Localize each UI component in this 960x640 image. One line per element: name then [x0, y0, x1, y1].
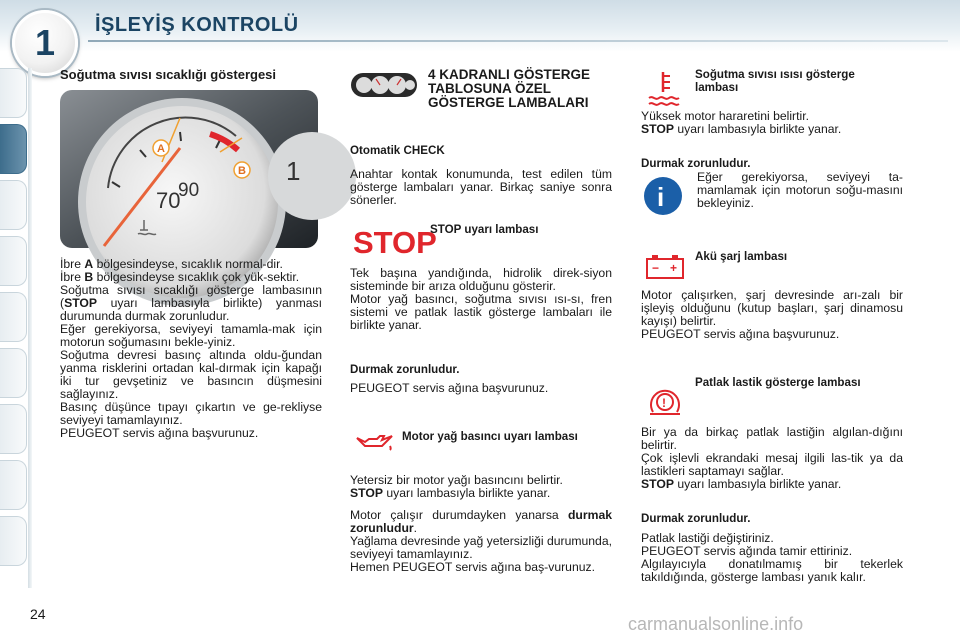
coolant-gauge-title: Soğutma sıvısı sıcaklığı göstergesi — [60, 67, 277, 82]
chapter-number-badge: 1 — [12, 10, 78, 76]
heading-divider — [88, 40, 948, 42]
chapter-tab-active[interactable] — [0, 124, 27, 174]
tyre-must-stop: Durmak zorunludur. — [641, 512, 751, 525]
stop-icon-text: STOP — [353, 225, 437, 260]
chapter-tab[interactable] — [0, 292, 27, 342]
stop-warning-icon — [352, 224, 437, 260]
tyre-body: Bir ya da birkaç patlak lastiğin algılan-dığını belirtir. Çok işlevli ekrandaki mesaj ilgili las-tik ya da lastikleri saptamayı sağlar. STOP uyarı lambasıyla birlikte yanar. — [641, 425, 903, 491]
gauge-label-b: B — [238, 165, 246, 177]
battery-plus: + — [670, 261, 678, 275]
chapter-tab[interactable] — [0, 236, 27, 286]
coolant-warning-title: Soğutma sıvısı ısısı gösterge lambası — [695, 68, 855, 94]
oil-pressure-body: Yetersiz bir motor yağı basıncını belirtir. STOP uyarı lambasıyla birlikte yanar. Motor çalışır durumdayken yanarsa durmak zorunludur. Yağlama devresinde yağ yetersizliği durumunda, seviyeyi tamamlayınız. Hemen PEUGEOT servis ağına baş-vurunuz. — [350, 473, 612, 574]
battery-title: Akü şarj lambası — [695, 250, 788, 263]
auto-check-title: Otomatik CHECK — [350, 144, 445, 157]
stop-service-text: PEUGEOT servis ağına başvurunuz. — [350, 381, 549, 395]
oil-pressure-title: Motor yağ basıncı uyarı lambası — [402, 430, 578, 443]
tyre-title: Patlak lastik gösterge lambası — [695, 376, 861, 389]
chapter-tab[interactable] — [0, 180, 27, 230]
coolant-must-stop: Durmak zorunludur. — [641, 157, 751, 170]
coolant-warning-body: Yüksek motor hararetini belirtir. STOP uyarı lambasıyla birlikte yanar. — [641, 109, 842, 136]
chapter-tab[interactable] — [0, 516, 27, 566]
battery-body: Motor çalışırken, şarj devresinde arı-zalı bir işleyiş olduğunu (kutup başları, şarj dinamosu kayışı) belirtir. PEUGEOT servis ağına başvurunuz. — [641, 288, 903, 341]
page-number: 24 — [30, 606, 46, 622]
auto-check-text: Anahtar kontak konumunda, test edilen tüm gösterge lambaları yanar. Birkaç saniye sonra sönerler. — [350, 167, 612, 207]
flat-tyre-icon — [645, 382, 685, 422]
info-icon-glyph: i — [657, 182, 665, 212]
oil-can-icon — [354, 430, 394, 454]
chapter-tab[interactable] — [0, 348, 27, 398]
stop-title: STOP uyarı lambası — [430, 223, 539, 236]
page-spine — [28, 68, 32, 588]
chapter-tab[interactable] — [0, 404, 27, 454]
gauge-tick-90: 90 — [178, 180, 200, 201]
tyre-body-2: Patlak lastiği değiştiriniz. PEUGEOT servis ağında tamir ettiriniz. Algılayıcıyla donatılmamış bir tekerlek takıldığında, gösterge lambası yanık kalır. — [641, 531, 903, 584]
info-icon — [643, 176, 683, 216]
stop-body: Tek başına yandığında, hidrolik direk-siyon sisteminde bir arıza olduğunu gösterir. Motor yağ basıncı, soğutma sıvısı ısı-sı, fren sistemi ve patlak lastik gösterge lambaları ile birlikte yanar. — [350, 266, 612, 332]
stop-must-stop: Durmak zorunludur. — [350, 363, 460, 376]
coolant-temperature-gauge-photo — [60, 90, 318, 248]
coolant-gauge-body: İbre A bölgesindeyse, sıcaklık normal-dir. İbre B bölgesindeyse sıcaklık çok yük-sektir. Soğutma sıvısı sıcaklığı gösterge lambasının (STOP uyarı lambasıyla birlikte) yanması durumunda durmak zorunludur. Eğer gerekiyorsa, seviyeyi tamamla-mak için motorun soğumasını bekle-yiniz. Soğutma devresi basınç altında oldu-ğundan yanma risklerini ortadan kal-dırmak için kapağı iki tur gevşetiniz ve basıncın düşmesini sağlayınız. Basınç düşünce tıpayı çıkartın ve ge-rekliyse seviyeyi tamamlayınız. PEUGEOT servis ağına başvurunuz. — [60, 257, 322, 440]
chapter-tab[interactable] — [0, 68, 27, 118]
info-note-text: Eğer gerekiyorsa, seviyeyi ta-mamlamak için motorun soğu-masını bekleyiniz. — [697, 170, 903, 210]
section-title: 4 KADRANLI GÖSTERGE TABLOSUNA ÖZEL GÖSTERGE LAMBALARI — [428, 67, 591, 110]
next-dial-number: 1 — [286, 156, 301, 186]
gauge-tick-70: 70 — [156, 188, 181, 213]
tyre-exclamation: ! — [662, 396, 666, 410]
coolant-temperature-icon — [643, 68, 683, 108]
instrument-cluster-icon — [350, 70, 418, 100]
battery-icon — [645, 254, 685, 280]
left-column — [60, 68, 322, 440]
chapter-tab[interactable] — [0, 460, 27, 510]
watermark[interactable]: carmanualsonline.info — [628, 614, 804, 634]
page-title: İŞLEYİŞ KONTROLÜ — [95, 14, 299, 36]
battery-minus: − — [652, 261, 660, 275]
gauge-label-a: A — [157, 143, 165, 155]
